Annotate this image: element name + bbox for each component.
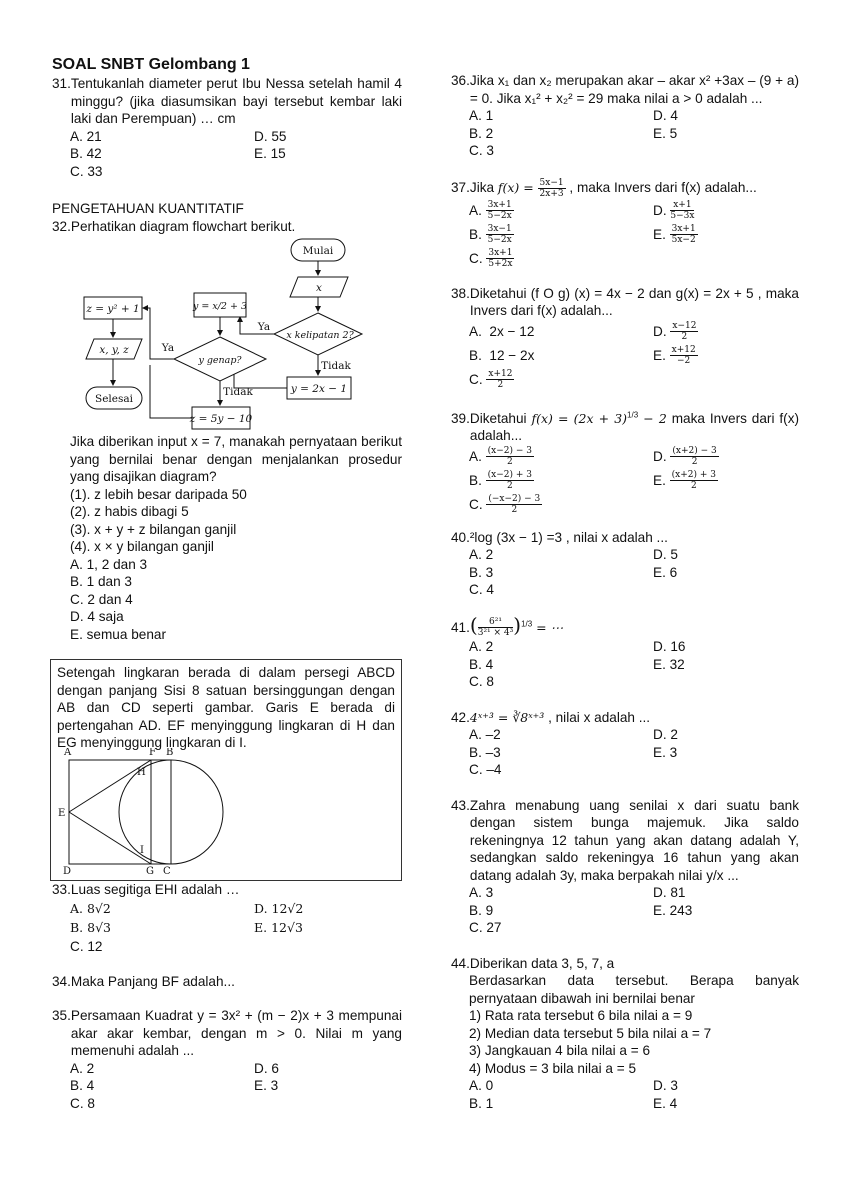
question-40: [451, 529, 799, 599]
page-title: SOAL SNBT Gelombang 1: [52, 56, 250, 73]
option: D. 4 saja: [70, 609, 124, 624]
option: B. 2: [469, 125, 494, 141]
flow-label-even: y genap?: [198, 355, 242, 366]
question-number: 32.: [52, 218, 71, 234]
question-number: 38.: [451, 285, 470, 301]
question-43: [451, 797, 799, 937]
option: E. 15: [254, 146, 286, 161]
option: A. 8√2: [70, 900, 111, 916]
question-32: [52, 218, 402, 644]
question-text: Perhatikan diagram flowchart berikut.: [70, 218, 296, 234]
option: B. 1: [469, 1095, 494, 1111]
statement: (2). z habis dibagi 5: [70, 504, 189, 519]
question-number: 36.: [451, 73, 470, 88]
label-I: I: [140, 845, 144, 856]
geometry-box: [50, 659, 402, 881]
fraction-denominator: 2x+3: [539, 188, 564, 199]
option: E. 5: [653, 125, 678, 141]
question-number: 43.: [451, 797, 470, 813]
option: E. 4: [653, 1095, 678, 1111]
question-38: [451, 285, 799, 392]
question-34: [52, 973, 402, 991]
option: A. 2: [469, 547, 494, 562]
option: B. 4: [70, 1078, 95, 1093]
section-heading: PENGETAHUAN KUANTITATIF: [52, 201, 244, 216]
statement: 4) Modus = 3 bila nilai a = 5: [469, 1060, 637, 1076]
question-text: Persamaan Kuadrat y = 3x² + (m − 2)x + 3 mempunai akar akar kembar, dengan m > 0. Nilai m yang memenuhi adalah ...: [70, 1008, 402, 1058]
label-E: E: [58, 808, 66, 819]
question-44: [451, 955, 799, 1113]
question-text: Zahra menabung uang senilai x dari suatu bank dengan sistem bunga majemuk. Jika saldo rekeningnya 12 tahun yang akan datang adalah Y, sedangkan saldo rekeningya 16 tahun yang akan datang adalah 3y, maka berpakah nilai y/x ...: [469, 797, 799, 883]
question-number: 40.: [451, 529, 470, 545]
option: C. 33: [70, 163, 103, 179]
label-B: B: [166, 748, 174, 758]
option: D. $\frac{(x+2) - 3}{2}$: [653, 446, 717, 468]
option: A. 2: [70, 1060, 95, 1076]
right-column: [451, 72, 799, 1112]
option: E. $\frac{3x+1}{5x-2}$: [653, 224, 696, 246]
option: B. 4: [469, 656, 494, 672]
statement: 3) Jangkauan 4 bila nilai a = 6: [469, 1043, 650, 1059]
option: C. $\frac{(-x-2) - 3}{2}$: [469, 494, 541, 516]
option: A. $\frac{(x-2) - 3}{2}$: [469, 446, 532, 468]
question-39: 39. Diketahui $f(x) = (2x + 3)^{1/3} - 2$ maka Invers dari f(x) adalah... A. $\frac{(x-2) - 3}{2}$ D. $\frac{(x+2) - 3}{2}$ B. $\frac{(x-2) + 3}{2}$ E. $\frac{(x+2) + 3}{2}$ C. $\frac{(-x-2) - 3}{2}$: [451, 409, 800, 516]
statement: (4). x × y bilangan ganjil: [70, 539, 214, 554]
flow-label-y2: y = 2x − 1: [290, 383, 348, 395]
option: D. 55: [254, 128, 287, 144]
question-36: [451, 72, 799, 160]
option: A. 21: [70, 128, 102, 144]
option: B. 3: [469, 564, 494, 580]
option: A. 1, 2 dan 3: [70, 556, 148, 572]
question-37: [451, 178, 799, 271]
question-number: 41.: [451, 619, 470, 635]
option: A. 3: [469, 885, 494, 901]
flow-label-z1: z = y² + 1: [86, 303, 140, 315]
question-text: Jika x₁ dan x₂ merupakan akar – akar x² +3ax – (9 + a) = 0. Jika x₁² + x₂² = 29 maka nilai a > 0 adalah ...: [469, 73, 799, 106]
question-text: Tentukanlah diameter perut Ibu Nessa setelah hamil 4 minggu? (jika diasumsikan bayi tersebut kembar laki laki dan Perempuan) … cm: [70, 76, 402, 126]
function-expression: f(x) =: [497, 179, 534, 195]
option: E. 243: [653, 902, 693, 918]
flow-label-x: x: [316, 282, 322, 294]
question-text: Diberikan data 3, 5, 7, a: [469, 955, 615, 971]
option: C. 27: [469, 920, 502, 936]
option: E. 32: [653, 656, 685, 672]
option: A. –2: [469, 727, 501, 743]
option: A. 0: [469, 1078, 494, 1094]
option: D. 16: [653, 639, 686, 655]
label-A: A: [64, 748, 72, 758]
flow-label-yes-2: Ya: [161, 342, 175, 354]
label-F: F: [149, 748, 156, 758]
flow-label-multiple: x kelipatan 2?: [286, 330, 354, 341]
option: C. 8: [70, 1095, 95, 1111]
flow-label-output: x, y, z: [99, 344, 129, 356]
option: D. 2: [653, 727, 678, 743]
flow-label-yes-1: Ya: [257, 321, 271, 333]
option: C. $\frac{x+12}{2}$: [469, 369, 513, 391]
flow-label-start: Mulai: [302, 245, 334, 257]
question-text: Luas segitiga EHI adalah …: [70, 882, 240, 897]
option: C. 8: [469, 674, 494, 690]
option: C. 3: [469, 143, 494, 158]
option: D. 5: [653, 547, 678, 562]
question-number: 37.: [451, 180, 470, 196]
question-text: Berdasarkan data tersebut. Berapa banyak pernyataan dibawah ini bernilai benar: [469, 973, 799, 1006]
question-number: 44.: [451, 955, 470, 971]
question-text: ²log (3x − 1) =3 , nilai x adalah ...: [469, 529, 668, 545]
question-text: Maka Panjang BF adalah...: [70, 973, 235, 989]
left-column: [52, 56, 402, 1112]
option: B. 42: [70, 146, 102, 161]
option: E. 12√3: [254, 919, 303, 935]
question-31: [52, 75, 402, 180]
statement: (3). x + y + z bilangan ganjil: [70, 521, 237, 537]
option: E. 3: [653, 744, 678, 760]
option: E. 6: [653, 564, 678, 580]
option: B. –3: [469, 744, 501, 760]
question-41: 41. ( $\frac{\text{6²¹}}{\text{3²¹ × 4³}}$ )$^{1/3}$ = ⋯ A. 2 D. 16 B. 4 E. 32 C. 8: [451, 617, 799, 691]
option: C. 4: [469, 582, 494, 597]
question-number: 34.: [52, 973, 71, 989]
option: D. 4: [653, 108, 678, 123]
geometry-figure: [55, 748, 255, 876]
question-text: Diketahui (f O g) (x) = 4x − 2 dan g(x) = 2x + 5 , maka Invers dari f(x) adalah...: [469, 285, 799, 318]
question-number: 33.: [52, 882, 71, 897]
question-number: 42.: [451, 709, 470, 725]
flow-label-z2: z = 5y − 10: [189, 413, 253, 425]
question-number: 39.: [451, 410, 470, 426]
label-C: C: [163, 866, 171, 876]
option: C. –4: [469, 762, 502, 778]
option: B. 8√3: [70, 919, 112, 935]
question-text: Jika diberikan input x = 7, manakah pernyataan berikut yang bernilai benar dengan menjalankan prosedur yang disajikan diagram?: [70, 434, 402, 484]
option: A. $\frac{3x+1}{5-2x}$: [469, 200, 512, 222]
option: E. 3: [254, 1078, 279, 1093]
question-42: 42. 4ˣ⁺³ = ∛8ˣ⁺³ , nilai x adalah ... A. –2 D. 2 B. –3 E. 3 C. –4: [451, 709, 799, 779]
flowchart: [70, 235, 410, 433]
fraction-numerator: 5x−1: [539, 177, 564, 188]
flow-label-end: Selesai: [95, 393, 133, 405]
option: B. $\frac{3x-1}{5-2x}$: [469, 224, 512, 246]
label-H: H: [137, 767, 146, 778]
option: D. 81: [653, 885, 686, 901]
question-number: 31.: [52, 76, 71, 91]
option: D. 12√2: [254, 900, 304, 916]
option: B. $\frac{(x-2) + 3}{2}$: [469, 470, 532, 492]
option: B. 9: [469, 902, 494, 918]
label-G: G: [146, 866, 154, 876]
flow-label-no-2: Tidak: [223, 386, 253, 398]
statement: 2) Median data tersebut 5 bila nilai a = 7: [469, 1025, 712, 1041]
flow-label-y1: y = x/2 + 3: [192, 301, 248, 312]
option: A. 2: [469, 639, 494, 655]
option: E. $\frac{(x+2) + 3}{2}$: [653, 470, 716, 492]
option: A. 1: [469, 108, 494, 123]
option: A. 2x − 12: [469, 323, 535, 339]
option: D. $\frac{x+1}{5-3x}$: [653, 200, 695, 222]
option: C. 2 dan 4: [70, 591, 133, 607]
label-D: D: [63, 866, 72, 876]
option: B. 1 dan 3: [70, 574, 132, 589]
box-text: Setengah lingkaran berada di dalam persegi ABCD dengan panjang Sisi 8 satuan bersinggungan dengan AB dan CD seperti gambar. Garis E berada di pertengahan AD. EF menyinggung lingkaran di H dan EG menyinggung lingkaran di I.: [57, 665, 395, 750]
option: D. 6: [254, 1060, 279, 1076]
option: C. 12: [70, 938, 103, 954]
option: C. $\frac{3x+1}{5+2x}$: [469, 248, 513, 270]
statement: (1). z lebih besar daripada 50: [70, 486, 247, 502]
option: E. semua benar: [70, 626, 166, 642]
question-35: [52, 1007, 402, 1112]
question-text: , maka Invers dari f(x) adalah...: [565, 179, 757, 195]
option: D. $\frac{x-12}{2}$: [653, 321, 697, 343]
question-number: 35.: [52, 1008, 71, 1023]
option: D. 3: [653, 1078, 678, 1094]
statement: 1) Rata rata tersebut 6 bila nilai a = 9: [469, 1008, 693, 1024]
option: E. $\frac{x+12}{-2}$: [653, 345, 696, 367]
question-text: Jika: [469, 179, 498, 195]
option: B. 12 − 2x: [469, 347, 535, 363]
flow-label-no-1: Tidak: [321, 360, 351, 372]
question-33: [52, 881, 402, 956]
